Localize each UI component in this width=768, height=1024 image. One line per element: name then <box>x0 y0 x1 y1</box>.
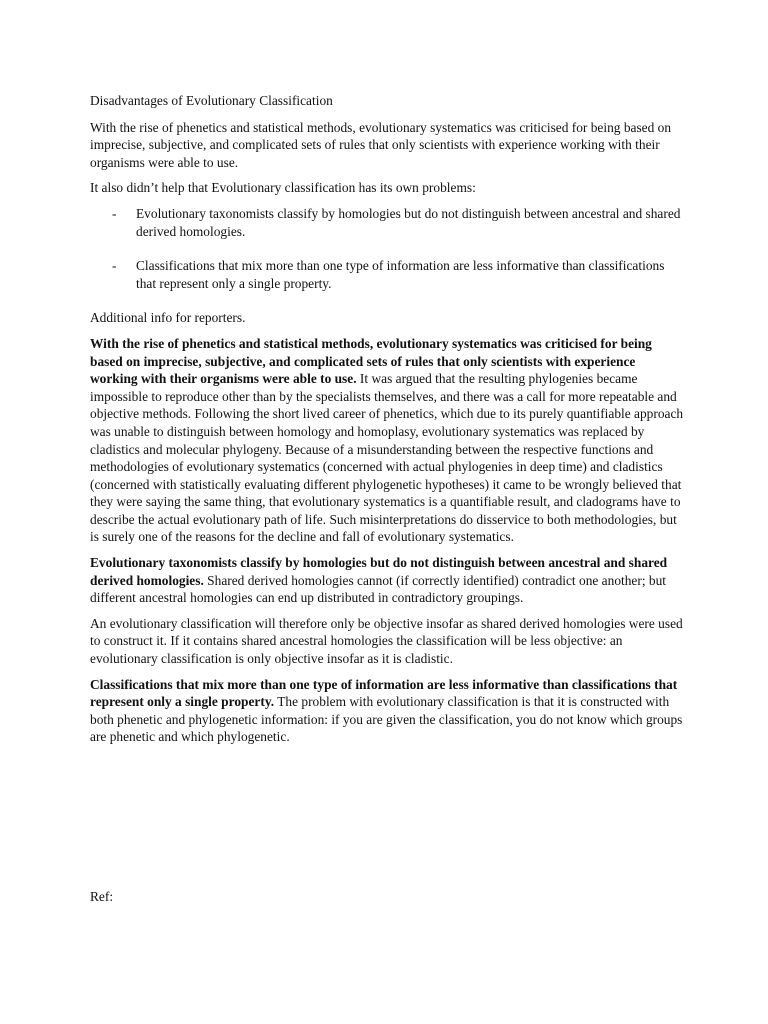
paragraph-mixed-information <box>90 676 686 746</box>
document-title: Disadvantages of Evolutionary Classification <box>90 93 333 108</box>
paragraph-objectivity: An evolutionary classification will therefore only be objective insofar as shared derived homologies were used to construct it. If it contains shared ancestral homologies the classification will be less objective: an evolutionary classification is only objective insofar as it is cladistic. <box>90 615 683 667</box>
list-item <box>90 205 686 240</box>
list-bullet-marker: - <box>112 258 117 274</box>
paragraph-lead-bold: Classifications that mix more than one type of information are less informative than classifications that represent only a single property. <box>90 676 678 710</box>
paragraph-lead-bold: With the rise of phenetics and statistical methods, evolutionary systematics was criticised for being based on imprecise, subjective, and complicated sets of rules that only scientists with experience working with their organisms were able to use. <box>90 335 652 387</box>
list-item-text: Classifications that mix more than one type of information are less informative than classifications that represent only a single property. <box>136 258 665 291</box>
paragraph-homologies <box>90 554 686 607</box>
paragraph-lead-bold: Evolutionary taxonomists classify by homologies but do not distinguish between ancestral and shared derived homologies. <box>90 555 668 588</box>
paragraph-body: Shared derived homologies cannot (if correctly identified) contradict one another; but different ancestral homologies can end up distributed in contradictory groupings. <box>90 572 667 606</box>
problems-list <box>90 205 686 292</box>
references-label: Ref: <box>90 889 114 904</box>
problems-lead-paragraph: It also didn’t help that Evolutionary classification has its own problems: <box>90 180 476 196</box>
document-body <box>90 92 686 754</box>
intro-paragraph: With the rise of phenetics and statistical methods, evolutionary systematics was criticised for being based on imprecise, subjective, and complicated sets of rules that only scientists with experience working with their organisms were able to use. <box>90 119 672 170</box>
list-item <box>90 257 686 292</box>
additional-info-heading: Additional info for reporters. <box>90 310 246 326</box>
list-item-text: Evolutionary taxonomists classify by homologies but do not distinguish between ancestral and shared derived homologies. <box>136 205 681 239</box>
paragraph-body: The problem with evolutionary classification is that it is constructed with both phenetic and phylogenetic information: if you are given the classification, you do not know which groups are phenetic and which phylogenetic. <box>90 694 683 745</box>
paragraph-body: It was argued that the resulting phylogenies became impossible to reproduce other than by the specialists themselves, and there was a call for more repeatable and objective methods. Following the short lived career of phenetics, which due to its purely quantifiable approach was unable to distinguish between homology and homoplasy, evolutionary systematics was replaced by cladistics and molecular phylogeny. Because of a misunderstanding between the respective functions and methodologies of evolutionary systematics (concerned with actual phylogenies in deep time) and cladistics (concerned with statistically evaluating different phylogenetic hypotheses) it came to be wrongly believed that they were saying the same thing, that evolutionary systematics is a quantifiable result, and cladograms have to describe the actual evolutionary path of life. Such misinterpretations do disservice to both methodologies, but is surely one of the reasons for the decline and fall of evolutionary systematics. <box>90 371 684 545</box>
paragraph-phenetics <box>90 335 686 546</box>
list-bullet-marker: - <box>112 205 117 221</box>
